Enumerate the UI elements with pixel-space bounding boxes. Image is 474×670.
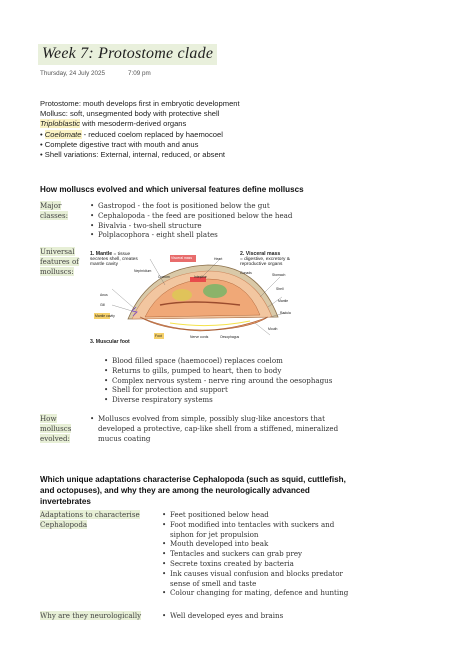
intro-line: Mollusc: soft, unsegmented body with protective shell: [40, 109, 220, 119]
bullet-dot: •: [40, 150, 45, 160]
intro-text: - reduced coelom replaced by haemocoel: [81, 129, 223, 139]
list-item: • Blood filled space (haemocoel) replaces coelom: [104, 356, 283, 365]
adaptations-label: Adaptations to characterise Cephalopoda: [40, 510, 140, 529]
part-label: Foot: [155, 334, 162, 338]
part-label: Intestine: [194, 275, 207, 279]
foot-shape: [140, 317, 268, 331]
adaptations-list: [162, 510, 348, 598]
part-label: Oesophagus: [220, 335, 240, 339]
list-item: • Complex nervous system - nerve ring around the oesophagus: [104, 375, 333, 385]
major-classes-list: [90, 201, 292, 240]
intro-text: Complete digestive tract with mouth and anus: [44, 139, 199, 149]
section-heading: Which unique adaptations characterise Cephalopoda (such as squid, cuttlefish, and octopuses), and why they are among the neurologically advanced invertebrates: [40, 475, 346, 506]
list-item: • Ink causes visual confusion and blocks predator: [162, 568, 343, 578]
highlight-term: Triploblastic: [40, 119, 80, 129]
part-label: Visceral mass: [171, 256, 193, 260]
list-item: • Foot modified into tentacles with suckers and: [162, 519, 335, 529]
section-heading: How molluscs evolved and which universal features define molluscs: [40, 185, 304, 194]
mollusc-anatomy-diagram: [90, 247, 302, 349]
list-item: • Bivalvia - two-shell structure: [90, 220, 202, 230]
list-item-continuation: mucus coating: [98, 433, 151, 443]
intro-text: with mesoderm-derived organs: [79, 119, 187, 129]
list-item: • Tentacles and suckers can grab prey: [162, 549, 303, 559]
part-label: Gill: [100, 303, 105, 307]
evolved-label: How molluscs evolved:: [40, 414, 72, 443]
intro-bullet: [40, 140, 240, 150]
major-classes-label: Major classes:: [40, 201, 68, 220]
muscular-foot-caption: 3. Muscular foot: [90, 339, 130, 345]
part-label: Anus: [100, 293, 108, 297]
stomach-shape: [203, 284, 227, 298]
list-item: • Gastropod - the foot is positioned below the gut: [90, 201, 270, 210]
part-label: Radula: [280, 311, 291, 315]
list-item: • Polplacophora - eight shell plates: [90, 230, 218, 240]
universal-features-list: [104, 356, 332, 405]
universal-features-label: Universal features of molluscs:: [40, 247, 79, 276]
list-item: • Mouth developed into beak: [162, 539, 269, 549]
list-item: • Secrete toxins created by bacteria: [162, 558, 294, 568]
list-item: • Diverse respiratory systems: [104, 395, 213, 405]
bullet-dot: •: [40, 129, 45, 139]
intro-bullet: [40, 130, 240, 140]
highlight-term: Coelomate: [44, 129, 82, 139]
bullet-dot: •: [40, 139, 45, 149]
part-label: Mantle cavity: [95, 314, 115, 318]
intro-text: Shell variations: External, internal, reduced, or absent: [44, 150, 226, 160]
evolved-text: [90, 414, 338, 443]
part-label: Nerve cords: [190, 335, 209, 339]
mantle-caption: 1. Mantle = tissue secretes shell, creates mantle cavity: [90, 251, 138, 267]
intro-block: [40, 99, 240, 160]
page-title: Week 7: Protostome clade: [38, 44, 217, 65]
list-item: • Feet positioned below head: [162, 510, 269, 519]
part-label: Mouth: [268, 327, 278, 331]
part-label: Shell: [276, 287, 284, 291]
nerve-cord-shape: [170, 321, 250, 326]
list-item-continuation: sense of smell and taste: [170, 578, 257, 588]
part-label: Stomach: [272, 273, 286, 277]
list-item: • Molluscs evolved from simple, possibly slug-like ancestors that: [90, 414, 325, 423]
gonad-shape: [172, 289, 192, 301]
page-time: 7:09 pm: [128, 70, 151, 77]
neuro-label: Why are they neurologically: [40, 611, 142, 620]
part-label: Mantle: [278, 299, 289, 303]
list-item: • Shell for protection and support: [104, 385, 228, 395]
list-item-continuation: siphon for jet propulsion: [170, 529, 259, 539]
list-item: • Cephalopoda - the feed are positioned below the head: [90, 210, 293, 220]
part-label: Nephridium: [134, 269, 152, 273]
part-label: Coelom: [158, 275, 170, 279]
intro-line: [40, 119, 240, 129]
neuro-list: [162, 611, 283, 621]
page-date: Thursday, 24 July 2025: [40, 70, 105, 77]
part-label: Heart: [214, 257, 223, 261]
list-item-continuation: developed a protective, cap-like shell from a stiffened, mineralized: [98, 423, 339, 433]
intro-bullet: [40, 150, 240, 160]
visceral-mass-caption: 2. Visceral mass = digestive, excretory & reproductive organs: [240, 251, 290, 267]
list-item: • Colour changing for mating, defence and hunting: [162, 588, 349, 598]
intro-line: Protostome: mouth develops first in embryotic development: [40, 99, 240, 108]
part-label: Gonads: [240, 271, 252, 275]
list-item: • Returns to gills, pumped to heart, then to body: [104, 365, 282, 375]
list-item: • Well developed eyes and brains: [162, 611, 284, 620]
